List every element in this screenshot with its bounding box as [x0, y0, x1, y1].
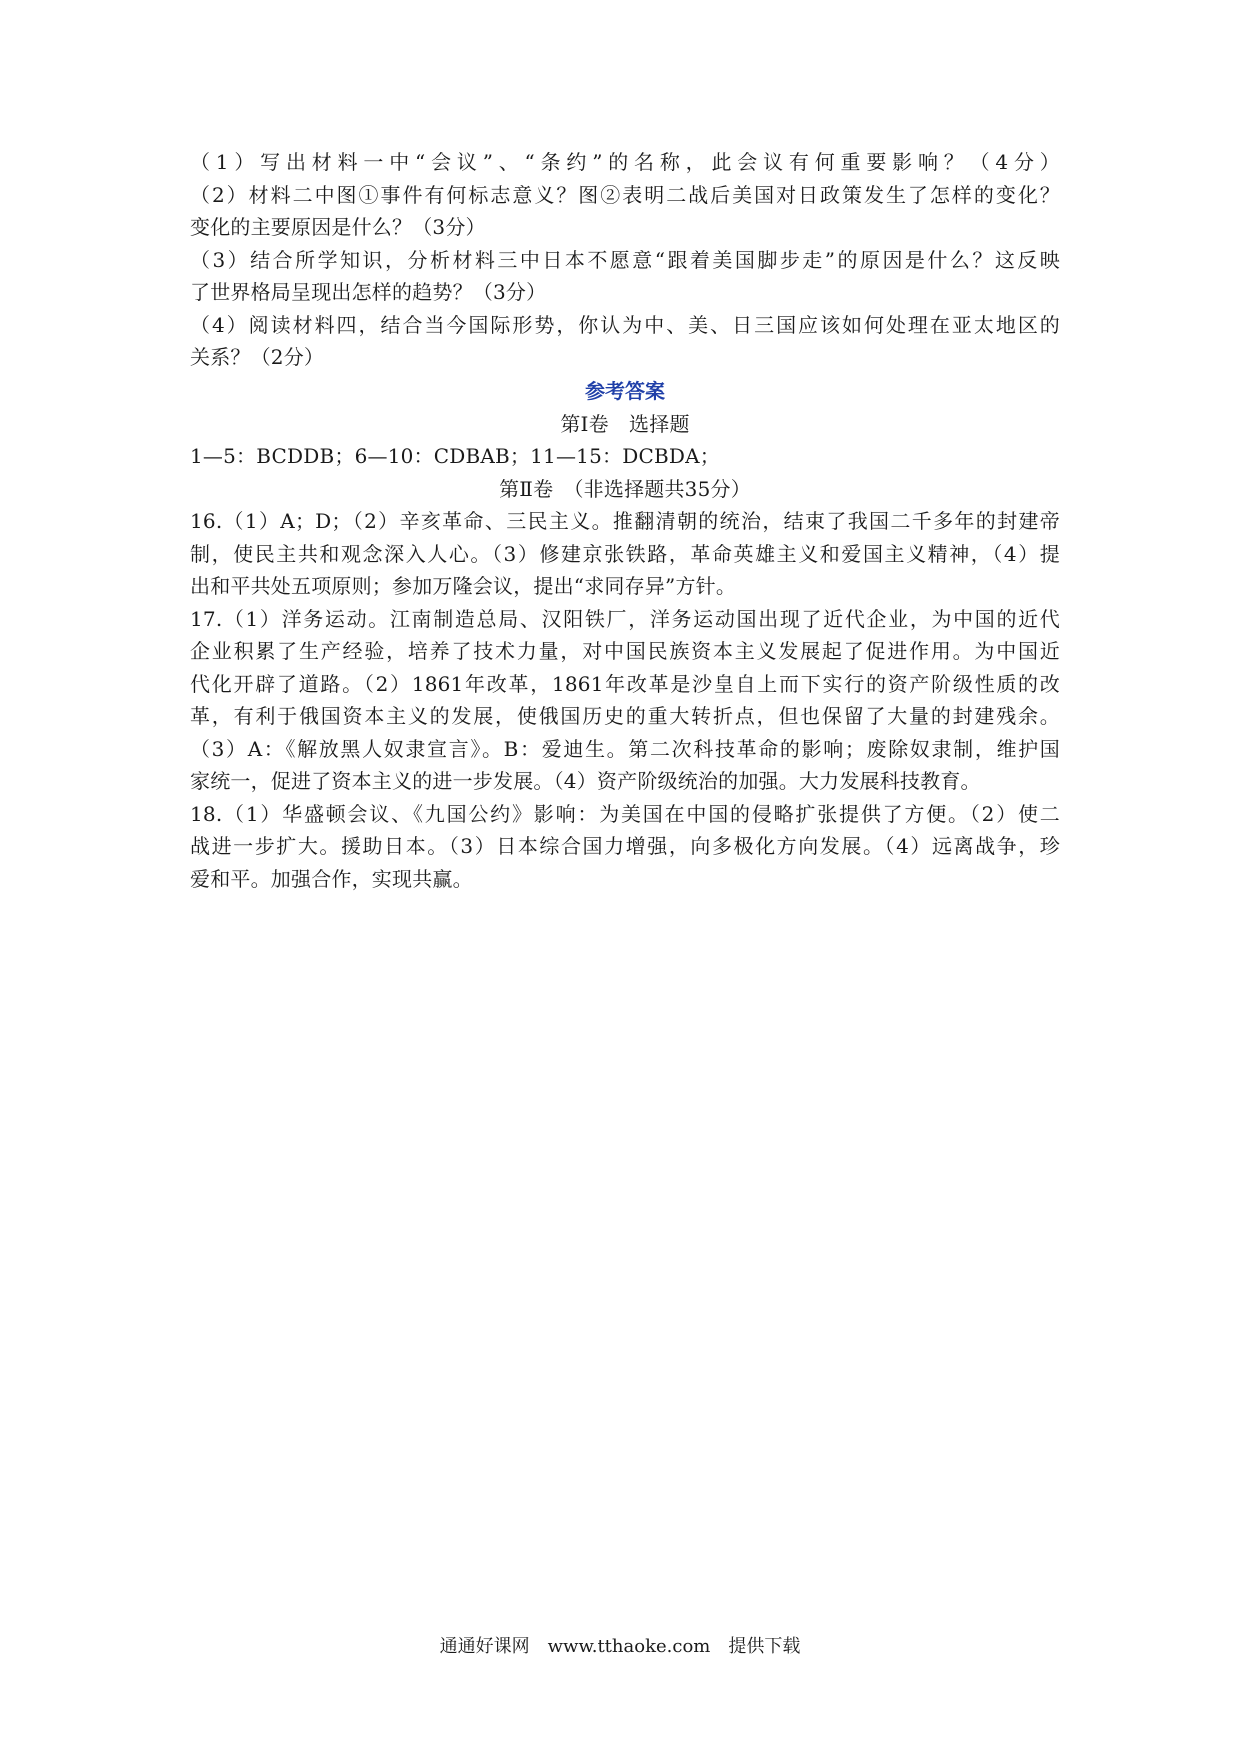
question-2-line-1: （2）材料二中图①事件有何标志意义？图②表明二战后美国对日政策发生了怎样的变化？	[190, 182, 1060, 207]
answer-17-line-2: 企业积累了生产经验，培养了技术力量，对中国民族资本主义发展起了促进作用。为中国近	[190, 639, 1060, 663]
answer-17-line-1: 17.（1）洋务运动。江南制造总局、汉阳铁厂，洋务运动国出现了近代企业，为中国的近代	[190, 606, 1060, 631]
question-1: （1）写出材料一中“会议”、“条约”的名称，此会议有何重要影响？（4分）	[190, 150, 1060, 174]
answer-18-line-2: 战进一步扩大。援助日本。（3）日本综合国力增强，向多极化方向发展。（4）远离战争，珍	[190, 834, 1060, 858]
answer-16-line-3: 出和平共处五项原则；参加万隆会议，提出“求同存异”方针。	[190, 574, 737, 598]
section-2-title: 第Ⅱ卷 （非选择题共35分）	[499, 476, 751, 501]
answer-16-line-2: 制，使民主共和观念深入人心。（3）修建京张铁路，革命英雄主义和爱国主义精神，（4）提	[190, 541, 1060, 566]
answer-18-line-3: 爱和平。加强合作，实现共赢。	[190, 866, 473, 891]
choice-answers: 1—5：BCDDB；6—10：CDBAB；11—15：DCBDA；	[190, 444, 720, 468]
answer-17-line-6: 家统一，促进了资本主义的进一步发展。（4）资产阶级统治的加强。大力发展科技教育。	[190, 769, 981, 793]
answer-16-line-1: 16.（1）A；D；（2）辛亥革命、三民主义。推翻清朝的统治，结束了我国二千多年的封建帝	[190, 509, 1060, 533]
document-body	[190, 146, 1060, 895]
section-1-title: 第Ⅰ卷 选择题	[560, 411, 690, 436]
question-2-line-2: 变化的主要原因是什么？（3分）	[190, 215, 486, 239]
answer-18-line-1: 18.（1）华盛顿会议、《九国公约》影响：为美国在中国的侵略扩张提供了方便。（2）使二	[190, 801, 1060, 826]
question-3-line-2: 了世界格局呈现出怎样的趋势？（3分）	[190, 280, 547, 304]
answer-17-line-5: （3）A：《解放黑人奴隶宣言》。B：爱迪生。第二次科技革命的影响；废除奴隶制，维护国	[190, 736, 1060, 761]
answer-17-line-3: 代化开辟了道路。（2）1861年改革，1861年改革是沙皇自上而下实行的资产阶级性质的改	[190, 671, 1060, 696]
question-3-line-1: （3）结合所学知识，分析材料三中日本不愿意“跟着美国脚步走”的原因是什么？这反映	[190, 247, 1060, 272]
page-footer: 通通好课网 www.tthaoke.com 提供下载	[439, 1636, 801, 1657]
answers-title: 参考答案	[585, 378, 665, 403]
answer-17-line-4: 革，有利于俄国资本主义的发展，使俄国历史的重大转折点，但也保留了大量的封建残余。	[190, 704, 1060, 728]
question-4-line-2: 关系？（2分）	[190, 345, 325, 369]
question-4-line-1: （4）阅读材料四，结合当今国际形势，你认为中、美、日三国应该如何处理在亚太地区的	[190, 312, 1060, 337]
